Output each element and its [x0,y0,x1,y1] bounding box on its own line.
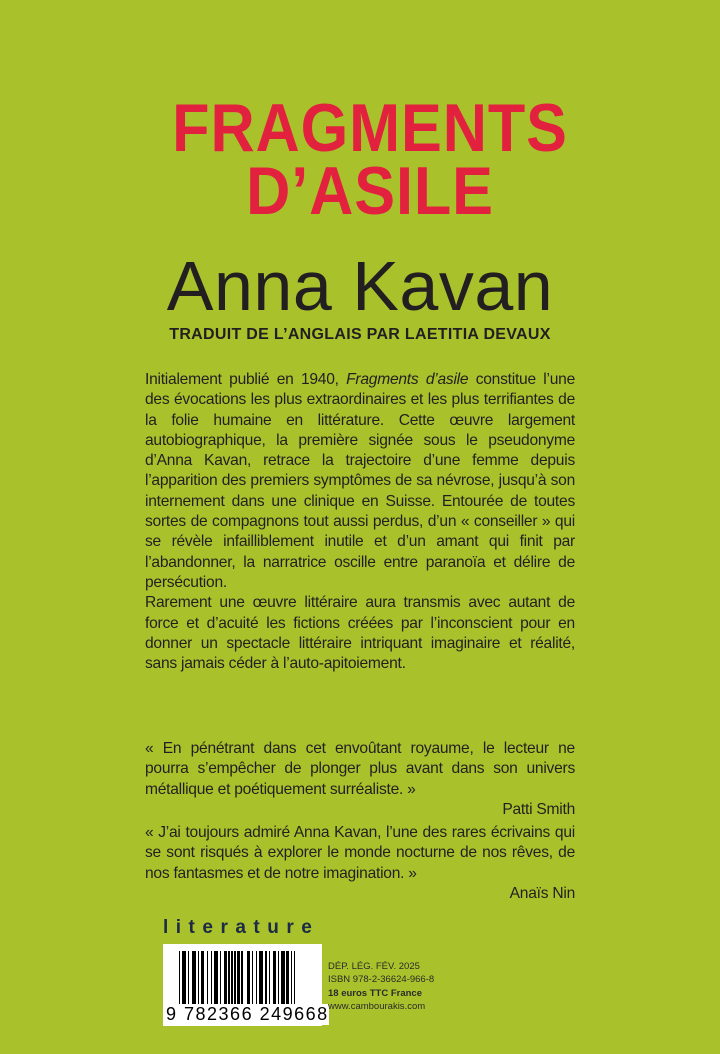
price [328,987,434,1000]
website: www.cambourakis.com [328,1001,426,1013]
barcode-bar [294,951,295,1007]
book-title-line2: D’ASILE [246,153,494,229]
barcode-bar [192,951,196,1007]
quote-text: « En pénétrant dans cet envoûtant royaume, le lecteur ne pourra s’empêcher de plonger plus avant dans son univers métallique et poétiquement surréaliste. » [145,740,575,798]
barcode-bar [231,951,232,1007]
barcode-bar [207,951,208,1007]
blurb-italic-title: Fragments d’asile [346,371,469,388]
barcode [163,944,329,1026]
barcode-bar [241,951,242,1007]
barcode-bar [234,951,235,1007]
barcode-bar [188,951,189,1007]
barcode-bar [269,951,270,1007]
barcode-bar [211,951,212,1007]
barcode-bar [179,951,180,1007]
blurb [145,370,575,674]
quote [145,739,575,820]
barcode-bar [278,951,279,1007]
barcode-bar [201,951,204,1007]
series-label: literature [163,917,320,938]
barcode-bar [247,951,250,1007]
barcode-bar [198,951,199,1007]
blurb-paragraph-2: Rarement une œuvre littéraire aura transmis avec autant de force et d’acuité les fictions créées par l’inconscient pour en donner un spectacle littéraire intriquant imaginaire et réalité, sans jamais céder à l’auto-apitoiement. [145,594,575,673]
quote [145,823,575,904]
price-text: 18 euros TTC France [328,987,422,999]
quote-text: « J’ai toujours admiré Anna Kavan, l’une des rares écrivains qui se sont risqués à explorer le monde nocturne de nos rêves, de nos fantasmes et de notre imagination. » [145,824,575,882]
barcode-bar [265,951,268,1007]
quote-author: Patti Smith [502,800,575,818]
barcode-bar [273,951,276,1007]
blurb-paragraph-1 [145,370,575,593]
barcode-bar [256,951,257,1007]
barcode-bar [228,951,229,1007]
barcode-bar [286,951,289,1007]
legal-deposit: DÉP. LÉG. FÉV. 2025 [328,961,420,972]
book-title-line1: FRAGMENTS [172,90,568,166]
author-name: Anna Kavan [166,247,554,325]
quote-author: Anaïs Nin [509,884,575,902]
barcode-bar [237,951,240,1007]
barcode-bars [179,951,314,1007]
barcode-bar [183,951,186,1007]
barcode-bar [259,951,263,1007]
blurb-text: constitue l’une des évocations les plus extraordinaires et les plus terrifiantes de la folie humaine en littérature. Cette œuvre largement autobiographique, la première signée sous le pseudonyme d’Anna Kavan, retrace la trajectoire d’une femme depuis l’apparition des premiers symptômes de sa névrose, jusqu’à son internement dans une clinique en Suisse. Entourée de toutes sortes de compagnons tout aussi perdus, d’un « conseiller » qui se révèle infailliblement inutile et d’un amant qui finit par l’abandonner, la narratrice oscille entre paranoïa et délire de persécution. [145,371,575,591]
barcode-bar [281,951,285,1007]
isbn: ISBN 978-2-36624-966-8 [328,974,435,986]
barcode-bar [220,951,221,1007]
barcode-bar [252,951,253,1007]
barcode-number: 9 782366 249668 [166,1004,329,1024]
barcode-bar [214,951,218,1007]
blurb-text: Initialement publié en 1940, [145,371,347,388]
translator-credit: TRADUIT DE L’ANGLAIS PAR LAETITIA DEVAUX [169,326,551,343]
barcode-bar [224,951,227,1007]
barcode-bar [291,951,292,1007]
legal-info [328,960,434,1014]
